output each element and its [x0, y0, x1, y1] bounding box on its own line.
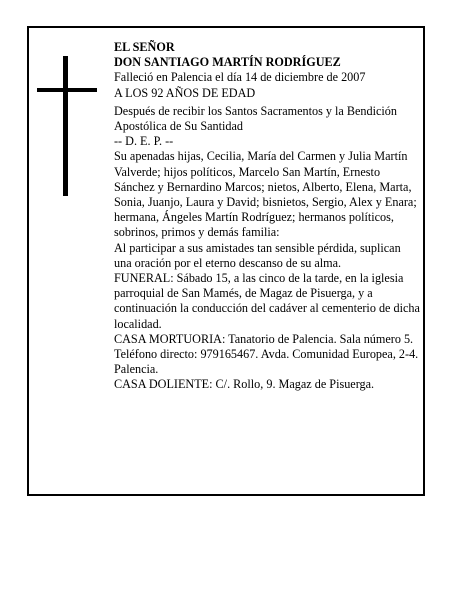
obituary-text — [114, 40, 420, 393]
age-line: A LOS 92 AÑOS DE EDAD — [114, 85, 256, 100]
deceased-name: DON SANTIAGO MARTÍN RODRÍGUEZ — [114, 55, 341, 70]
cross-icon — [63, 56, 68, 196]
death-line: Falleció en Palencia el día 14 de diciembre de 2007 — [114, 70, 366, 85]
title-line: EL SEÑOR — [114, 40, 175, 54]
rip-line: -- D. E. P. -- — [114, 134, 174, 149]
funeral-paragraph: FUNERAL: Sábado 15, a las cinco de la tarde, en la iglesia parroquial de San Mamés, de Magaz de Pisuerga, y a continuación la conducción del cadáver al cementerio de dicha localidad. — [114, 271, 420, 331]
home-paragraph: CASA DOLIENTE: C/. Rollo, 9. Magaz de Pisuerga. — [114, 377, 375, 392]
mortuary-paragraph: CASA MORTUORIA: Tanatorio de Palencia. Sala número 5. Teléfono directo: 979165467. Avda. Comunidad Europea, 2-4. Palencia. — [114, 331, 419, 377]
sacraments-paragraph: Después de recibir los Santos Sacramentos y la Bendición Apostólica de Su Santidad — [114, 103, 397, 134]
family-paragraph: Su apenadas hijas, Cecilia, María del Carmen y Julia Martín Valverde; hijos políticos, Marcelo San Martín, Ernesto Sánchez y Bernardino Marcos; nietos, Alberto, Elena, Marta, Sonia, Juanjo, Laura y David; bisnietos, Sergio, Alex y Enara; hermana, Ángeles Martín Rodríguez; hermanos políticos, sobrinos, primos y demás familia: — [114, 149, 417, 240]
cross-icon-bar — [37, 88, 97, 92]
request-paragraph: Al participar a sus amistades tan sensible pérdida, suplican una oración por el eterno descanso de su alma. — [114, 240, 401, 270]
